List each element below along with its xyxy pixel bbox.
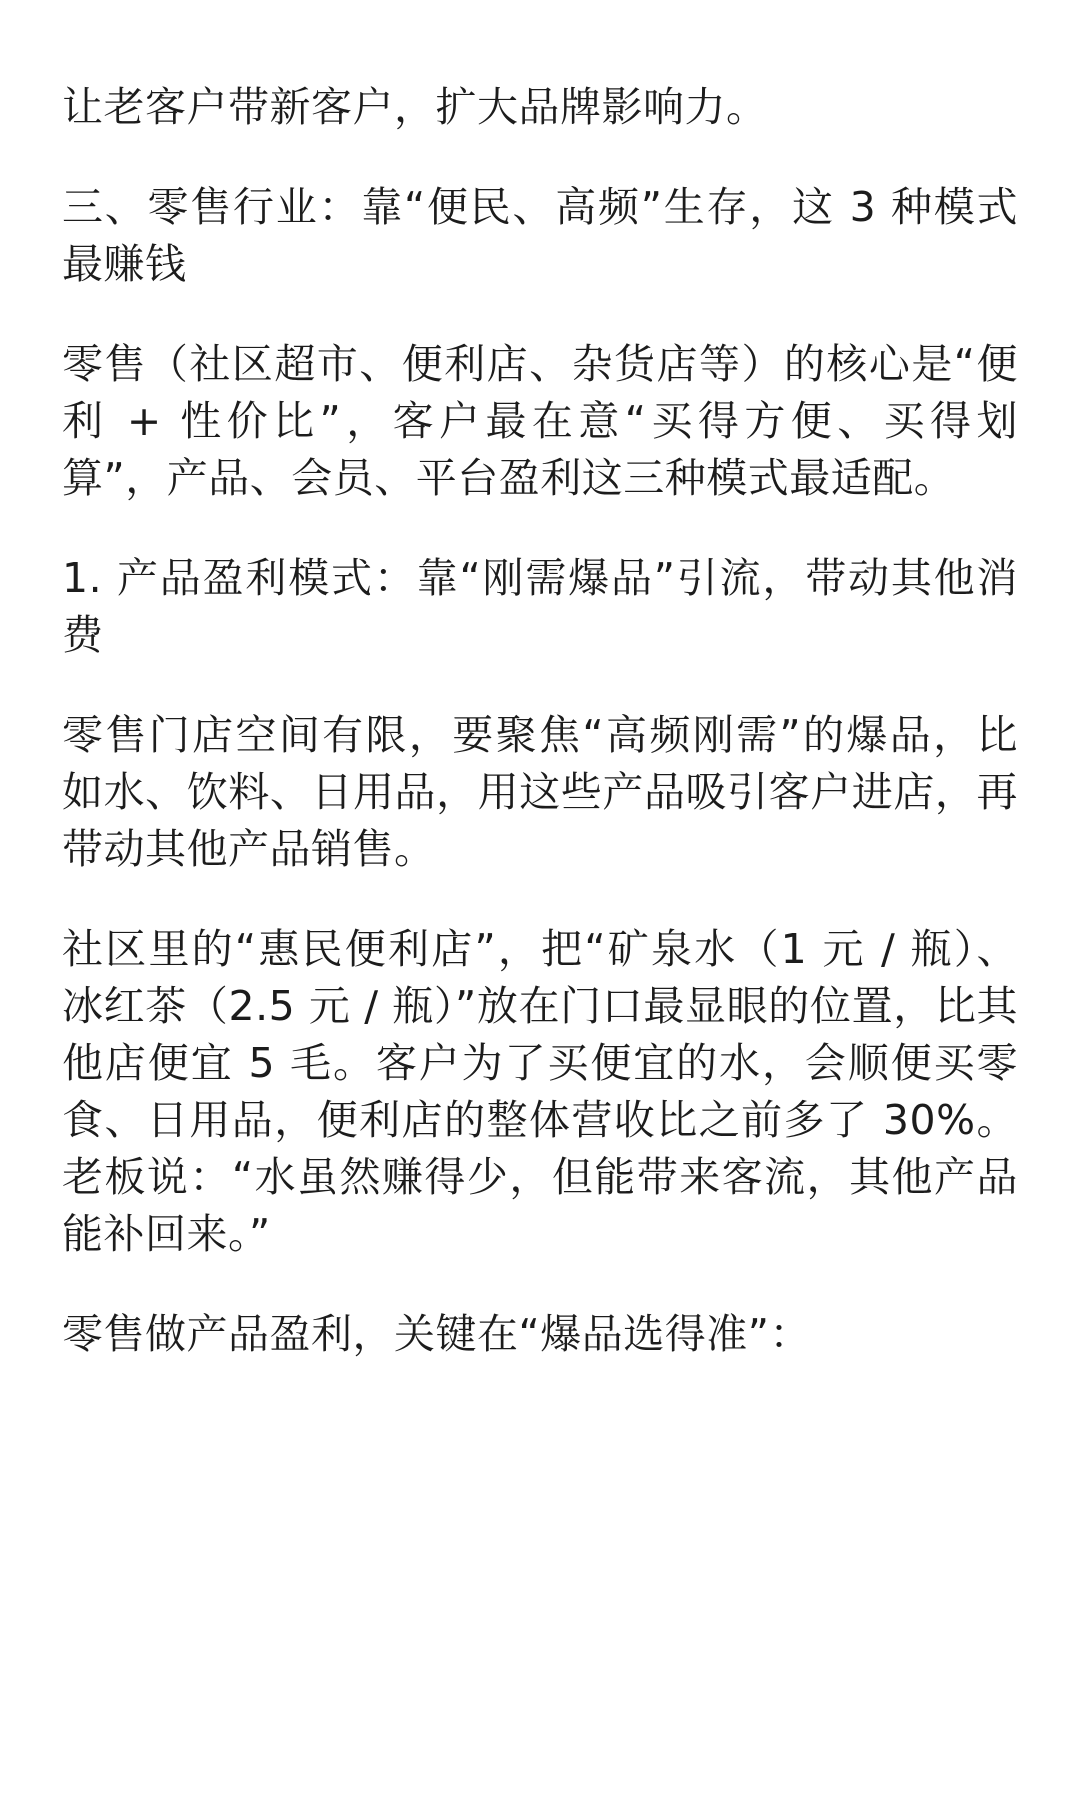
paragraph: 零售门店空间有限，要聚焦“高频刚需”的爆品，比如水、饮料、日用品，用这些产品吸引客户进店，再带动其他产品销售。 (62, 711, 1018, 873)
section-heading: 三、零售行业：靠“便民、高频”生存，这 3 种模式最赚钱 (62, 183, 1018, 288)
subsection-heading: 1. 产品盈利模式：靠“刚需爆品”引流，带动其他消费 (62, 554, 1018, 659)
paragraph: 社区里的“惠民便利店”，把“矿泉水（1 元 / 瓶）、冰红茶（2.5 元 / 瓶）”放在门口最显眼的位置，比其他店便宜 5 毛。客户为了买便宜的水，会顺便买零食、日用品，便利店的整体营收比之前多了 30%。老板说：“水虽然赚得少，但能带来客流，其他产品能补回来。” (62, 925, 1018, 1258)
paragraph: 零售（社区超市、便利店、杂货店等）的核心是“便利 + 性价比”，客户最在意“买得方便、买得划算”，产品、会员、平台盈利这三种模式最适配。 (62, 340, 1018, 502)
paragraph: 让老客户带新客户，扩大品牌影响力。 (62, 83, 768, 131)
paragraph: 零售做产品盈利，关键在“爆品选得准”： (62, 1310, 811, 1358)
